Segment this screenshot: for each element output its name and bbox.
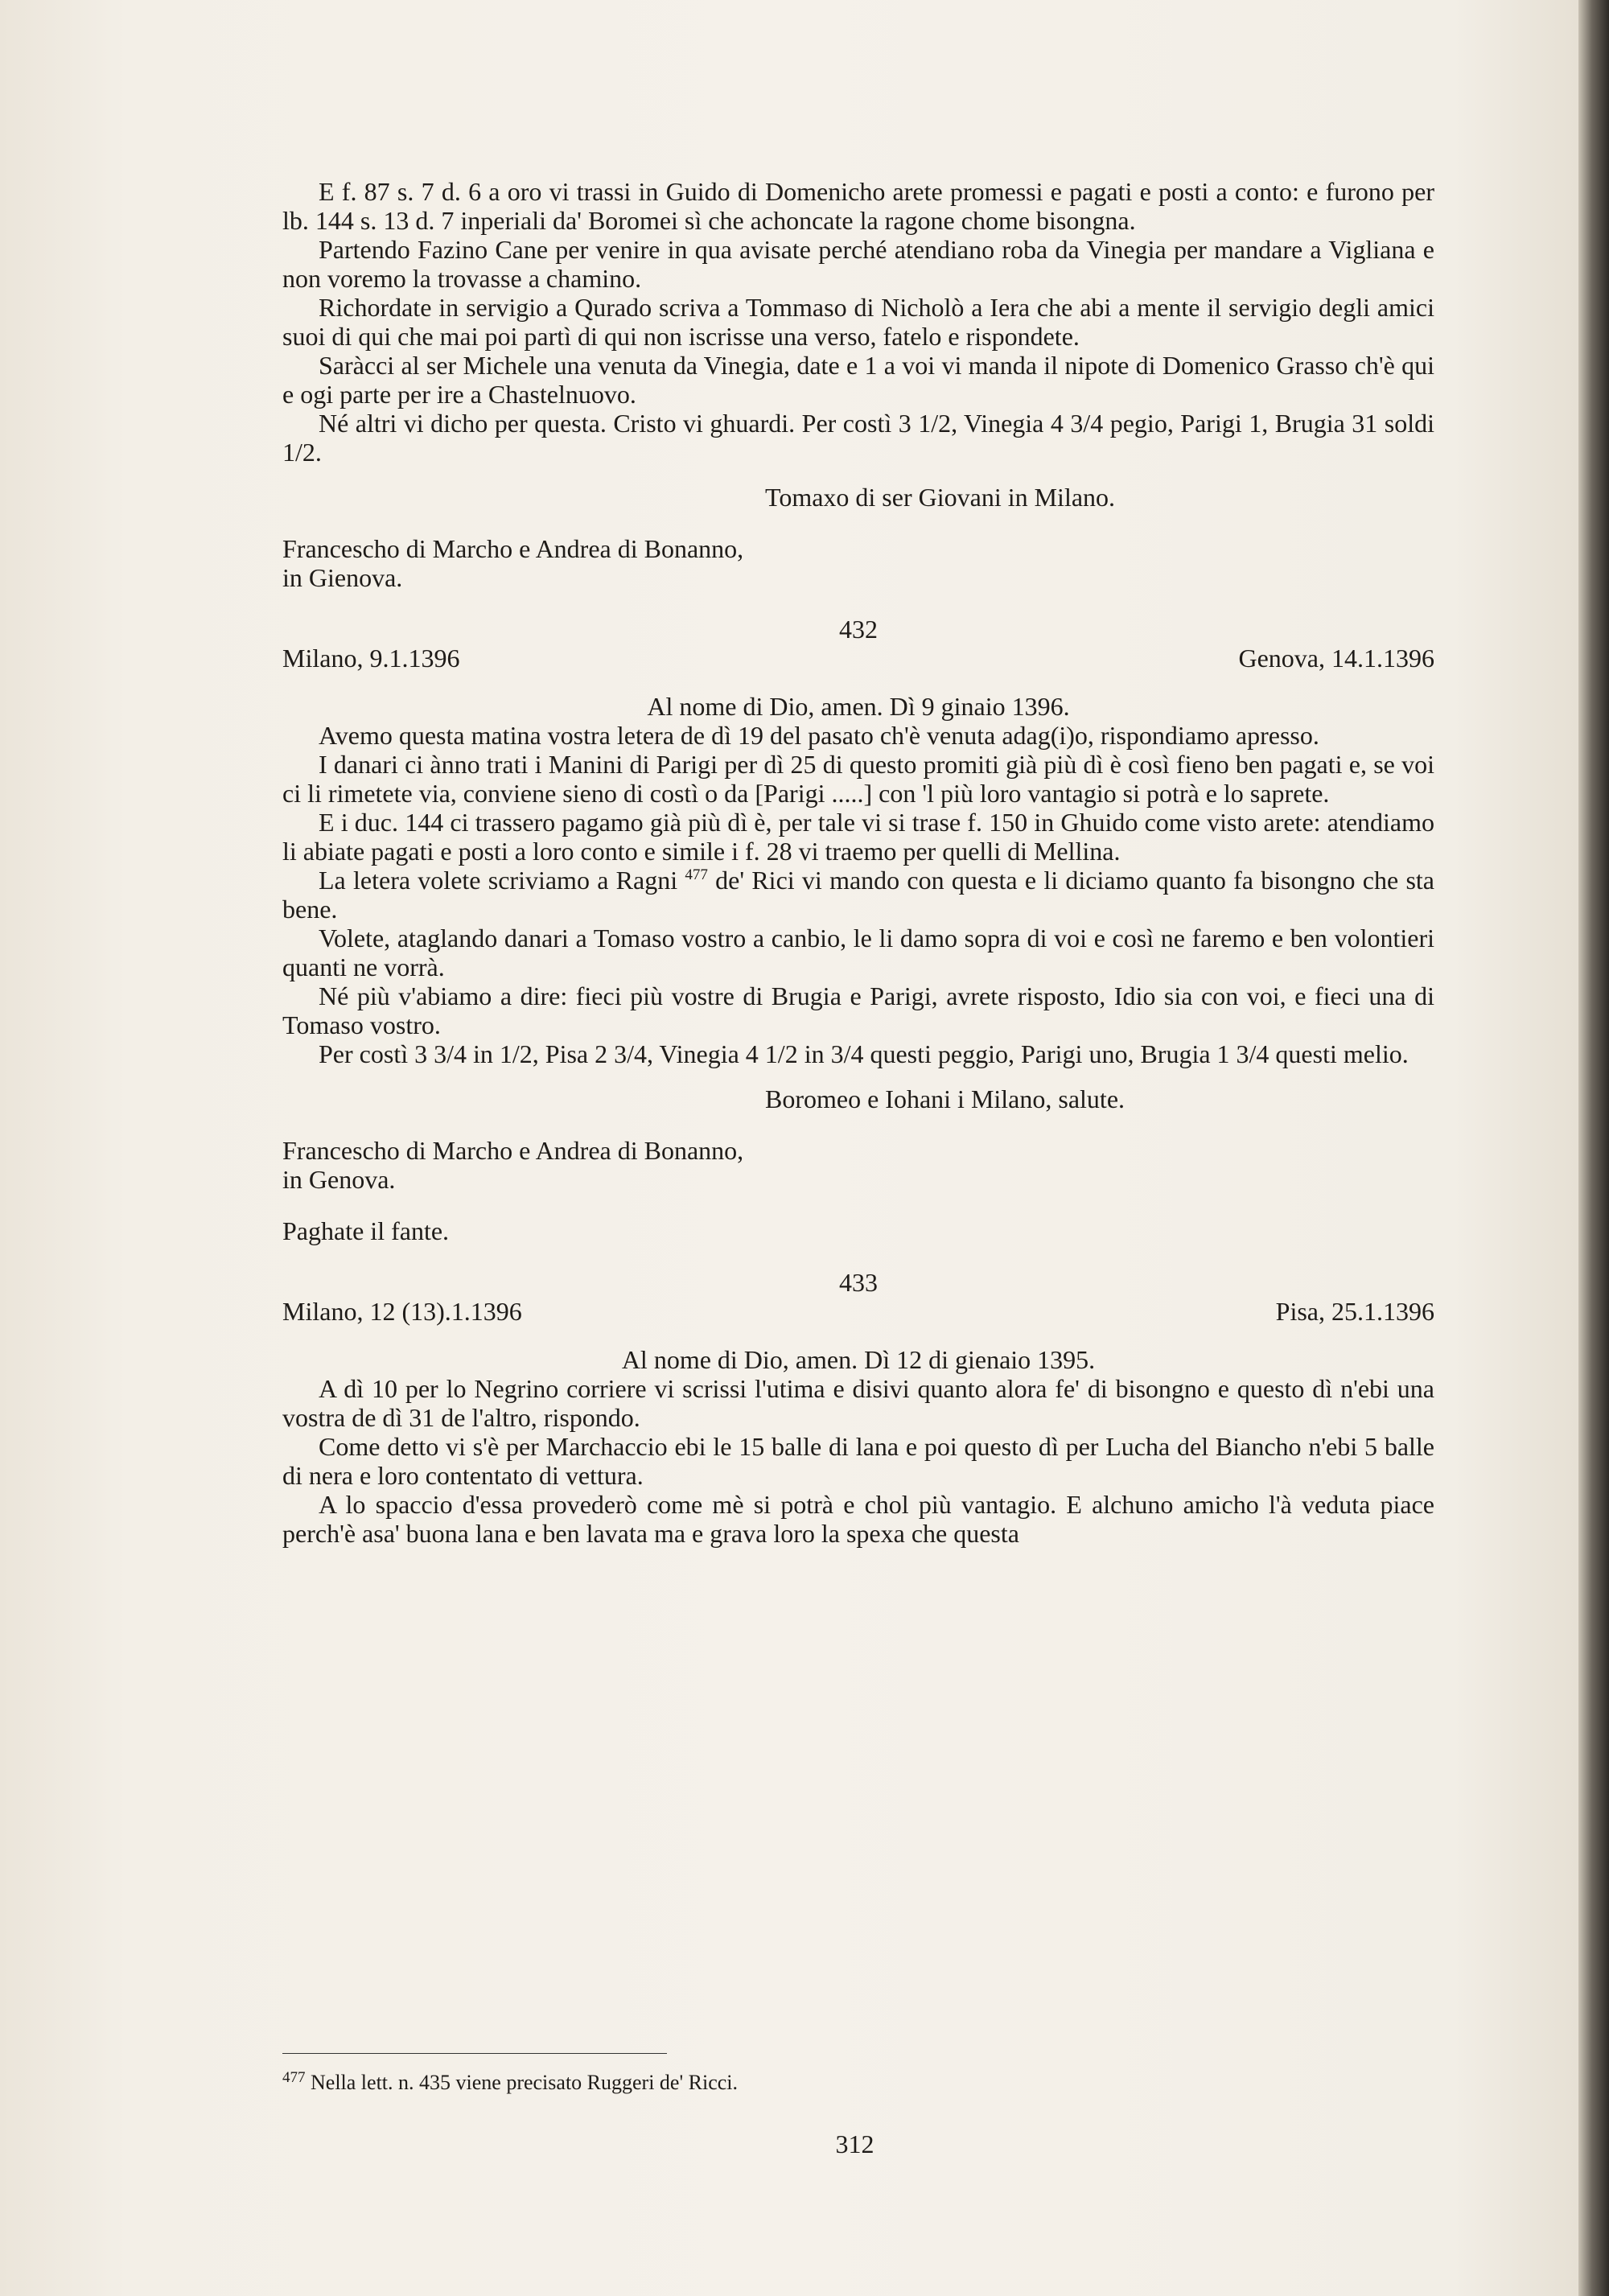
letter-433-origin: Milano, 12 (13).1.1396 xyxy=(282,1297,522,1326)
letter-432-paragraph-4 xyxy=(282,866,1434,924)
letter-432-origin: Milano, 9.1.1396 xyxy=(282,644,460,673)
footnote-ref-477: 477 xyxy=(685,866,708,883)
letter-432-destination: Genova, 14.1.1396 xyxy=(1238,644,1434,673)
intro-paragraph-1: E f. 87 s. 7 d. 6 a oro vi trassi in Guido di Domenicho arete promessi e pagati e posti a conto: e furono per lb. 144 s. 13 d. 7 inperiali da' Boromei sì che achoncate la ragone chome bisongna. xyxy=(282,177,1434,235)
letter-432-paragraph-4-start: La letera volete scriviamo a Ragni xyxy=(319,866,685,895)
footnote-rule xyxy=(282,2053,667,2054)
footnote-number: 477 xyxy=(282,2069,306,2086)
letter-433-paragraph-2: Come detto vi s'è per Marchaccio ebi le 15 balle di lana e poi questo dì per Lucha del Biancho n'ebi 5 balle di nera e loro contentato di vettura. xyxy=(282,1432,1434,1490)
letter-433-number: 433 xyxy=(839,1268,878,1297)
book-spine xyxy=(1578,0,1609,2296)
letter-432-signature: Boromeo e Iohani i Milano, salute. xyxy=(765,1084,1125,1113)
letter-432-paragraph-1: Avemo questa matina vostra letera de dì 19 del pasato ch'è venuta adag(i)o, rispondiamo apresso. xyxy=(319,721,1319,750)
letter-432-paragraph-2: I danari ci ànno trati i Manini di Parigi per dì 25 di questo promiti già più dì è così fieno ben pagati e, se voi ci li rimetete via, conviene sieno di costì o da [Parigi .....] con 'l più loro vantagio si potrà e lo saprete. xyxy=(282,750,1434,808)
letter-433-paragraph-1: A dì 10 per lo Negrino corriere vi scrissi l'utima e disivi quanto alora fe' di bisongno e questo dì n'ebi una vostra de dì 31 de l'altro, rispondo. xyxy=(282,1374,1434,1432)
letter-432-dateline xyxy=(282,644,1434,673)
letter-432-number: 432 xyxy=(839,615,878,644)
footnote-text: Nella lett. n. 435 viene precisato Ruggeri de' Ricci. xyxy=(311,2071,739,2094)
letter-432-salutation: Al nome di Dio, amen. Dì 9 ginaio 1396. xyxy=(647,692,1070,721)
page-number: 312 xyxy=(835,2129,874,2158)
intro-paragraph-5: Né altri vi dicho per questa. Cristo vi ghuardi. Per costì 3 1/2, Vinegia 4 3/4 pegio, Parigi 1, Brugia 31 soldi 1/2. xyxy=(282,409,1434,467)
letter-433-paragraph-3: A lo spaccio d'essa proveder​ò come mè si potrà e chol più vantagio. E alchuno amicho l'à veduta piace perch'è asa' buona lana e ben lavata ma e grava loro la spexa che questa xyxy=(282,1490,1434,1548)
footnote xyxy=(282,2071,738,2095)
letter-433-salutation: Al nome di Dio, amen. Dì 12 di gienaio 1395. xyxy=(621,1345,1096,1374)
main-text xyxy=(282,177,1434,1548)
letter-432-paragraph-6: Né più v'abiamo a dire: fieci più vostre di Brugia e Parigi, avrete risposto, Idio sia con voi, e fieci una di Tomaso vostro. xyxy=(282,981,1434,1039)
letter-432-paragraph-3: E i duc. 144 ci trassero pagamo già più dì è, per tale vi si trase f. 150 in Ghuido come visto arete: atendiamo li abiate pagati e posti a loro conto e simile i f. 28 vi traemo per quelli di Mellina. xyxy=(282,808,1434,866)
intro-paragraph-4: Saràcci al ser Michele una venuta da Vinegia, date e 1 a voi vi manda il nipote di Domenico Grasso ch'è qui e ogi parte per ire a Chastelnuovo. xyxy=(282,351,1434,409)
letter-433-dateline xyxy=(282,1297,1434,1326)
letter-433-destination: Pisa, 25.1.1396 xyxy=(1275,1297,1434,1326)
letter-432-paragraph-5: Volete, ataglando danari a Tomaso vostro a canbio, le li damo sopra di voi e così ne faremo e ben volontieri quanti ne vorrà. xyxy=(282,924,1434,981)
intro-paragraph-2: Partendo Fazino Cane per venire in qua avisate perché atendiano roba da Vinegia per mandare a Vigliana e non voremo la trovasse a chamino. xyxy=(282,235,1434,293)
intro-paragraph-3: Richordate in servigio a Qurado scriva a Tommaso di Nicholò a Iera che abi a mente il servigio degli amici suoi di qui che mai poi partì di qui non iscrisse una verso, fatelo e rispondete. xyxy=(282,293,1434,351)
letter-432-paragraph-4-end: de' Rici vi mando con questa e li diciamo quanto fa bisongno che sta bene. xyxy=(282,866,1435,924)
intro-address-line-1: Francescho di Marcho e Andrea di Bonanno, xyxy=(282,534,744,563)
letter-432-paragraph-7: Per costì 3 3/4 in 1/2, Pisa 2 3/4, Vinegia 4 1/2 in 3/4 questi peggio, Parigi uno, Brugia 1 3/4 questi melio. xyxy=(319,1039,1409,1068)
intro-signature: Tomaxo di ser Giovani in Milano. xyxy=(765,483,1116,512)
letter-432-address-line-1: Francescho di Marcho e Andrea di Bonanno, xyxy=(282,1136,744,1165)
letter-432-address-line-2: in Genova. xyxy=(282,1165,396,1194)
letter-432-postscript: Paghate il fante. xyxy=(282,1216,450,1245)
intro-address-line-2: in Gienova. xyxy=(282,563,403,592)
